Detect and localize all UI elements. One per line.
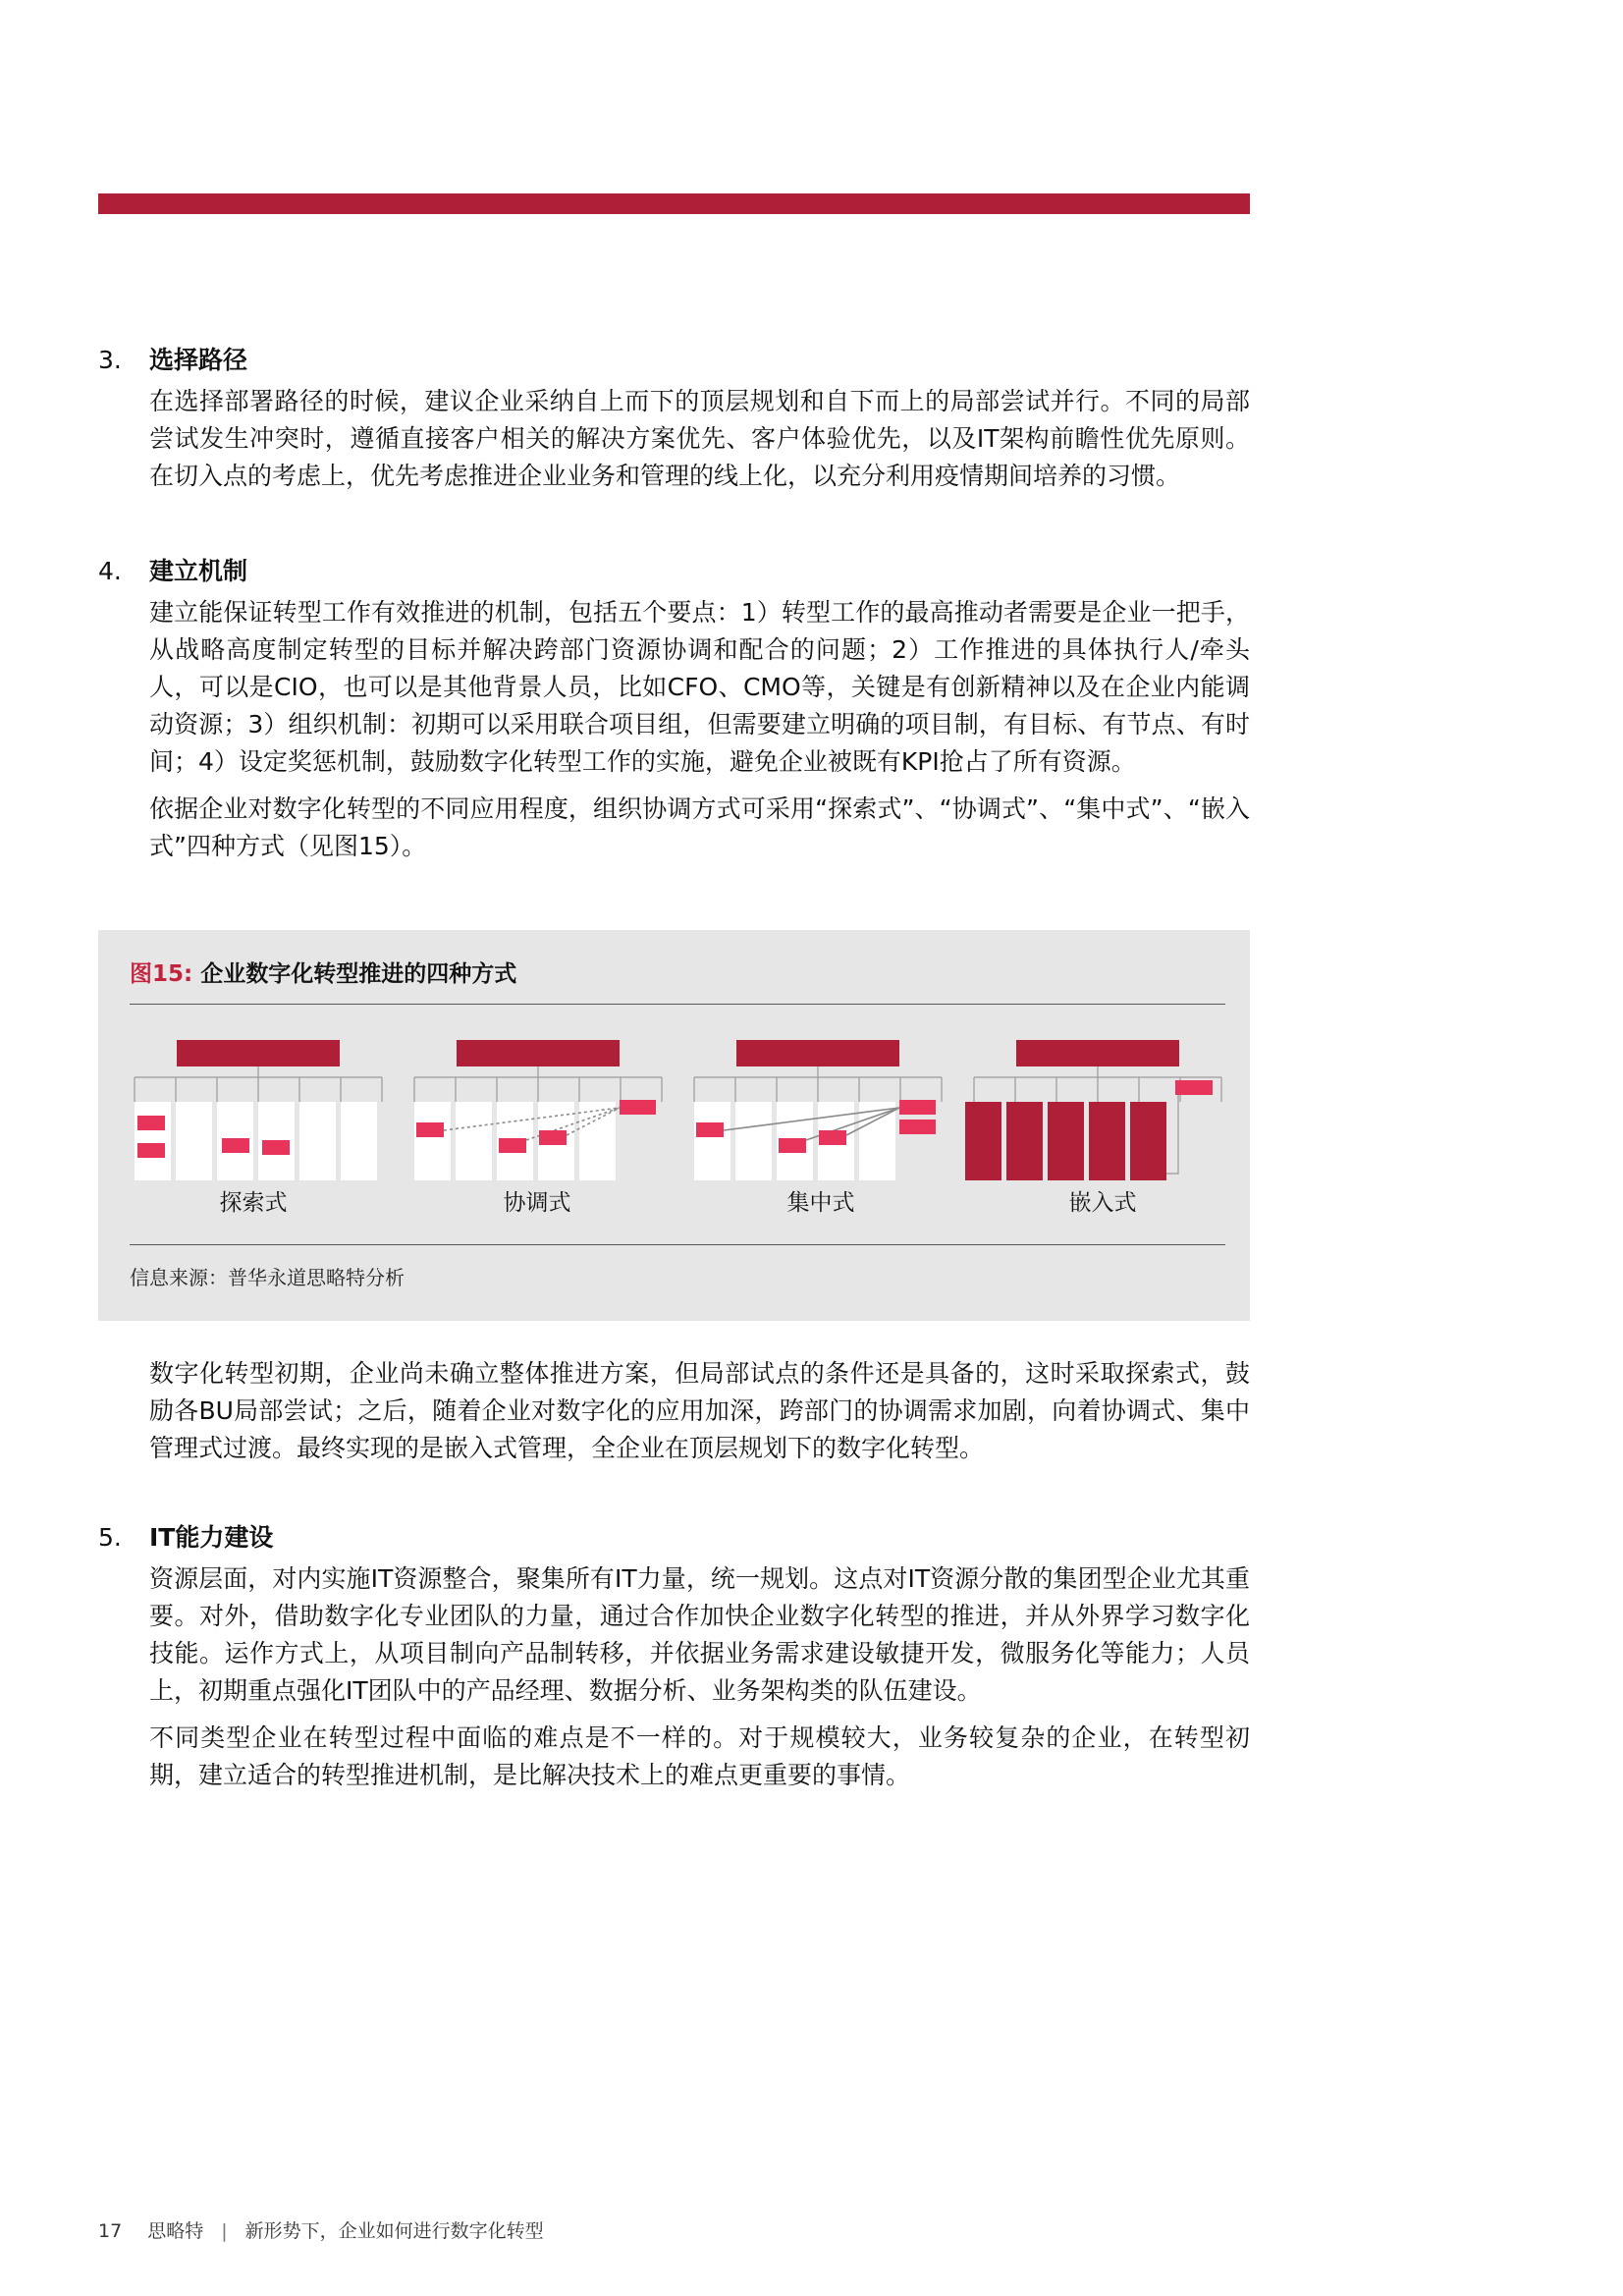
paragraph: 依据企业对数字化转型的不同应用程度，组织协调方式可采用“探索式”、“协调式”、“集中式”、“嵌入式”四种方式（见图15）。 — [149, 794, 1250, 860]
section-heading — [98, 342, 1250, 379]
section-number: 4. — [98, 557, 122, 585]
section-4 — [98, 553, 1250, 865]
central-office-box — [899, 1100, 936, 1115]
section-number: 3. — [98, 346, 122, 374]
page-footer — [98, 2219, 544, 2243]
paragraph: 不同类型企业在转型过程中面临的难点是不一样的。对于规模较大，业务较复杂的企业，在转型初期，建立适合的转型推进机制，是比解决技术上的难点更重要的事情。 — [149, 1723, 1250, 1789]
label-centralized: 集中式 — [786, 1190, 855, 1216]
paragraph: 资源层面，对内实施IT资源整合，聚集所有IT力量，统一规划。这点对IT资源分散的集团型企业尤其重要。对外，借助数字化专业团队的力量，通过合作加快企业数字化转型的推进，并从外界学习数字化技能。运作方式上，从项目制向产品制转移，并依据业务需求建设敏捷开发，微服务化等能力；人员上，初期重点强化IT团队中的产品经理、数据分析、业务架构类的队伍建设。 — [149, 1564, 1250, 1705]
figure-bottom-rule — [130, 1244, 1225, 1245]
top-management-box — [1016, 1040, 1179, 1066]
page-number: 17 — [98, 2220, 123, 2242]
section-title: 选择路径 — [149, 346, 248, 374]
section-5 — [98, 1519, 1250, 1794]
after-figure-text — [98, 1355, 1250, 1467]
section-3 — [98, 342, 1250, 495]
figure-source: 信息来源：普华永道思略特分析 — [130, 1266, 405, 1289]
label-embedded: 嵌入式 — [1068, 1190, 1137, 1216]
diagram-exploratory — [135, 1040, 382, 1180]
central-office-box — [899, 1120, 936, 1134]
figure-title: 企业数字化转型推进的四种方式 — [200, 961, 517, 987]
footer-brand: 思略特 — [147, 2220, 204, 2242]
section-heading — [98, 553, 1250, 590]
label-exploratory: 探索式 — [219, 1190, 288, 1216]
top-management-box — [736, 1040, 899, 1066]
paragraph: 在选择部署路径的时候，建议企业采纳自上而下的顶层规划和自下而上的局部尝试并行。不同的局部尝试发生冲突时，遵循直接客户相关的解决方案优先、客户体验优先，以及IT架构前瞻性优先原则。在切入点的考虑上，优先考虑推进企业业务和管理的线上化，以充分利用疫情期间培养的习惯。 — [149, 387, 1250, 490]
paragraph: 数字化转型初期，企业尚未确立整体推进方案，但局部试点的条件还是具备的，这时采取探索式，鼓励各BU局部尝试；之后，随着企业对数字化的应用加深，跨部门的协调需求加剧，向着协调式、集中管理式过渡。最终实现的是嵌入式管理，全企业在顶层规划下的数字化转型。 — [149, 1359, 1250, 1462]
label-coordinated: 协调式 — [503, 1190, 571, 1216]
footer-separator: | — [221, 2220, 228, 2242]
figure-number: 图15: — [130, 961, 193, 987]
section-title: IT能力建设 — [149, 1523, 274, 1552]
diagram-centralized — [694, 1040, 942, 1180]
top-management-box — [177, 1040, 340, 1066]
bu-columns — [135, 1102, 377, 1180]
top-management-box — [457, 1040, 620, 1066]
section-heading — [98, 1519, 1250, 1557]
diagram-embedded — [965, 1040, 1221, 1180]
top-accent-bar — [98, 193, 1250, 214]
paragraph: 建立能保证转型工作有效推进的机制，包括五个要点：1）转型工作的最高推动者需要是企业一把手，从战略高度制定转型的目标并解决跨部门资源协调和配合的问题；2）工作推进的具体执行人/牵头人，可以是CIO，也可以是其他背景人员，比如CFO、CMO等，关键是有创新精神以及在企业内能调动资源；3）组织机制：初期可以采用联合项目组，但需要建立明确的项目制，有目标、有节点、有时间；4）设定奖惩机制，鼓励数字化转型工作的实施，避免企业被既有KPI抢占了所有资源。 — [149, 598, 1250, 776]
diagram-coordinated — [414, 1040, 662, 1180]
footer-title: 新形势下，企业如何进行数字化转型 — [244, 2220, 544, 2242]
org-diagrams — [98, 930, 1250, 1254]
section-number: 5. — [98, 1523, 122, 1552]
section-title: 建立机制 — [149, 557, 248, 585]
coordination-office-box — [620, 1100, 656, 1115]
embedded-office-box — [1175, 1080, 1213, 1095]
figure-15 — [98, 930, 1250, 1321]
embedded-bu-columns — [965, 1102, 1166, 1180]
